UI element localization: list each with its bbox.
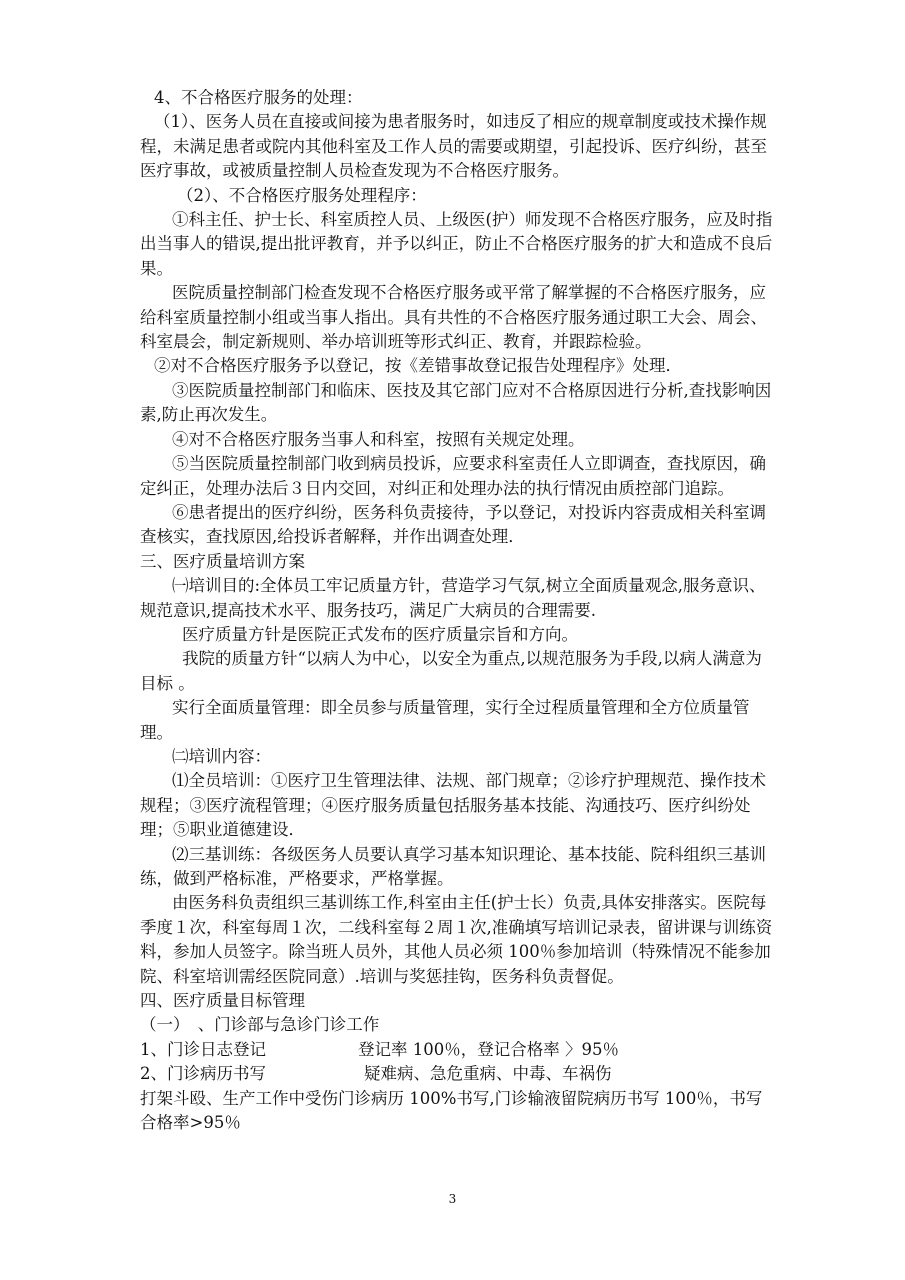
document-body: [140, 86, 776, 1135]
paragraph: （2）、不合格医疗服务处理程序：: [177, 185, 427, 205]
paragraph: 由医务科负责组织三基训练工作,科室由主任(护士长）负责,具体安排落实。医院每季度１次，科室每周１次，二线科室每２周１次,准确填写培训记录表，留讲课与训练资料，参加人员签字。除当班人员外，其他人员必须 100％参加培训（特殊情况不能参加院、科室培训需经医院同意）.培训与奖惩挂钩，医务科负责督促。: [140, 893, 773, 986]
table-row: [140, 1062, 776, 1086]
paragraph: 医疗质量方针是医院正式发布的医疗质量宗旨和方向。: [182, 624, 578, 644]
section-heading-3: 三、医疗质量培训方案: [140, 551, 305, 571]
page-number: 3: [448, 1192, 457, 1206]
paragraph: 实行全面质量管理：即全员参与质量管理，实行全过程质量管理和全方位质量管理。: [140, 698, 750, 742]
paragraph: ⑴全员培训：①医疗卫生管理法律、法规、部门规章；②诊疗护理规范、操作技术规程；③医疗流程管理；④医疗服务质量包括服务基本技能、沟通技巧、医疗纠纷处理；⑤职业道德建设．: [140, 771, 766, 840]
paragraph: ①科主任、护士长、科室质控人员、上级医(护）师发现不合格医疗服务，应及时指出当事人的错误,提出批评教育，并予以纠正，防止不合格医疗服务的扩大和造成不良后果。: [140, 210, 773, 278]
paragraph: 我院的质量方针“以病人为中心，以安全为重点,以规范服务为手段,以病人满意为目标 。: [140, 649, 762, 693]
section-heading-4-goals: 四、医疗质量目标管理: [140, 991, 305, 1011]
paragraph: ④对不合格医疗服务当事人和科室，按照有关规定处理。: [172, 429, 585, 449]
paragraph: ㈠培训目的:全体员工牢记质量方针，营造学习气氛,树立全面质量观念,服务意识、规范意识,提高技术水平、服务技巧，满足广大病员的合理需要.: [140, 576, 766, 620]
paragraph: 打架斗殴、生产工作中受伤门诊病历 100%书写,门诊输液留院病历书写 100％，书写合格率>95％: [140, 1088, 763, 1133]
paragraph: （1）、医务人员在直接或间接为患者服务时，如违反了相应的规章制度或技术操作规程，未满足患者或院内其他科室及工作人员的需要或期望，引起投诉、医疗纠纷，甚至医疗事故，或被质量控制人员检查发现为不合格医疗服务。: [140, 112, 767, 181]
table-row: [140, 1038, 776, 1062]
row-value: 登记率 100％，登记合格率 〉95％: [358, 1039, 619, 1059]
row-value: 疑难病、急危重病、中毒、车祸伤: [364, 1064, 612, 1084]
paragraph: ⑥患者提出的医疗纠纷，医务科负责接待，予以登记，对投诉内容责成相关科室调查核实，查找原因,给投诉者解释，并作出调查处理．: [140, 502, 766, 547]
paragraph: ②对不合格医疗服务予以登记，按《差错事故登记报告处理程序》处理．: [154, 356, 682, 376]
paragraph: ㈡培训内容：: [172, 746, 271, 766]
paragraph: ⑵三基训练：各级医务人员要认真学习基本知识理论、基本技能、院科组织三基训练，做到严格标准，严格要求，严格掌握。: [140, 844, 766, 888]
paragraph: 医院质量控制部门检查发现不合格医疗服务或平常了解掌握的不合格医疗服务，应给科室质量控制小组或当事人指出。具有共性的不合格医疗服务通过职工大会、周会、科室晨会，制定新规则、举办培训班等形式纠正、教育，并跟踪检验。: [140, 283, 767, 352]
row-label: 1、门诊日志登记: [140, 1039, 266, 1059]
paragraph: ③医院质量控制部门和临床、医技及其它部门应对不合格原因进行分析,查找影响因素,防止再次发生。: [140, 380, 772, 425]
row-label: 2、门诊病历书写: [140, 1064, 266, 1084]
paragraph: ⑤当医院质量控制部门收到病员投诉，应要求科室责任人立即调查，查找原因，确定纠正，处理办法后３日内交回，对纠正和处理办法的执行情况由质控部门追踪。: [140, 454, 766, 498]
section-heading-4: 4、不合格医疗服务的处理：: [154, 88, 363, 107]
subsection-heading: （一） 、门诊部与急诊门诊工作: [140, 1015, 380, 1035]
